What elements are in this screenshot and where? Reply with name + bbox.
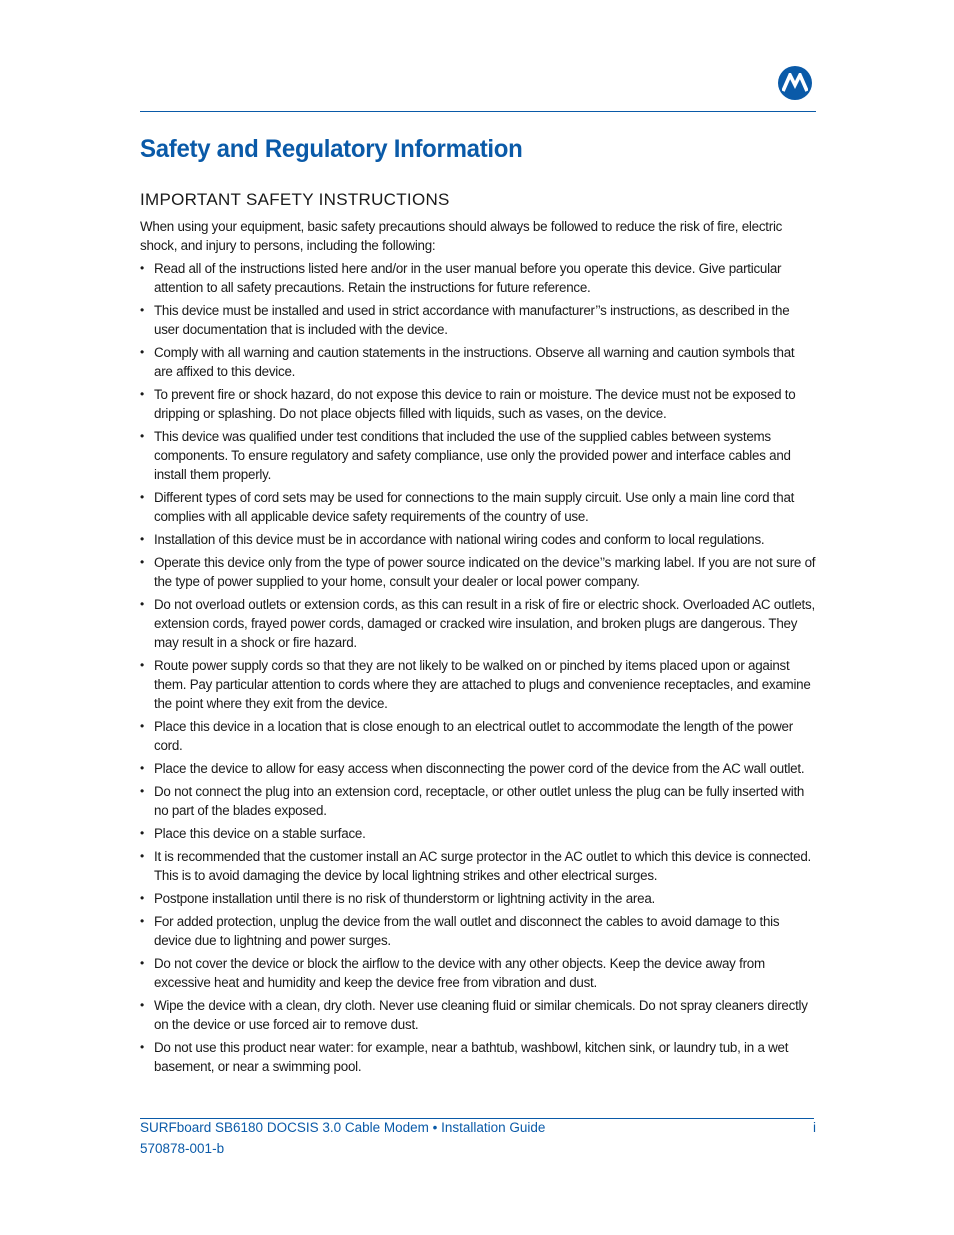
list-item: • Route power supply cords so that they are not likely to be walked on or pinched by items placed upon or against them. Pay particular attention to cords where they are attached to plugs and convenience receptacles, and examine the point where they exit from the device. bbox=[140, 656, 816, 713]
list-item: • Place this device on a stable surface. bbox=[140, 824, 816, 843]
document-number: 570878-001-b bbox=[140, 1141, 225, 1156]
intro-paragraph: When using your equipment, basic safety precautions should always be followed to reduce the risk of fire, electric shock, and injury to persons, including the following: bbox=[140, 219, 783, 253]
list-item: • Do not connect the plug into an extension cord, receptacle, or other outlet unless the plug can be fully inserted with no part of the blades exposed. bbox=[140, 782, 816, 820]
header-rule bbox=[140, 111, 816, 112]
list-item: • Place the device to allow for easy access when disconnecting the power cord of the device from the AC wall outlet. bbox=[140, 759, 816, 778]
section-heading: IMPORTANT SAFETY INSTRUCTIONS bbox=[140, 190, 450, 209]
page-number: i bbox=[813, 1120, 816, 1135]
list-item: • Place this device in a location that is close enough to an electrical outlet to accommodate the length of the power cord. bbox=[140, 717, 816, 755]
list-item: • For added protection, unplug the device from the wall outlet and disconnect the cables to avoid damage to this device due to lightning and power surges. bbox=[140, 912, 816, 950]
list-item: • This device was qualified under test conditions that included the use of the supplied cables between systems components. To ensure regulatory and safety compliance, use only the provided power and interface cables and install them properly. bbox=[140, 427, 816, 484]
list-item: • To prevent fire or shock hazard, do not expose this device to rain or moisture. The device must not be exposed to dripping or splashing. Do not place objects filled with liquids, such as vases, on the device. bbox=[140, 385, 816, 423]
list-item: • Read all of the instructions listed here and/or in the user manual before you operate this device. Give particular attention to all safety precautions. Retain the instructions for future reference. bbox=[140, 259, 816, 297]
list-item: • Operate this device only from the type of power source indicated on the device’’s marking label. If you are not sure of the type of power supplied to your home, consult your dealer or local power company. bbox=[140, 553, 816, 591]
list-item: • Do not use this product near water: for example, near a bathtub, washbowl, kitchen sink, or laundry tub, in a wet basement, or near a swimming pool. bbox=[140, 1038, 816, 1076]
list-item: • This device must be installed and used in strict accordance with manufacturer’’s instructions, as described in the user documentation that is included with the device. bbox=[140, 301, 816, 339]
list-item: • Wipe the device with a clean, dry cloth. Never use cleaning fluid or similar chemicals. Do not spray cleaners directly on the device or use forced air to remove dust. bbox=[140, 996, 816, 1034]
list-item: • Different types of cord sets may be used for connections to the main supply circuit. Use only a main line cord that complies with all applicable device safety requirements of the country of use. bbox=[140, 488, 816, 526]
list-item: • Do not overload outlets or extension cords, as this can result in a risk of fire or electric shock. Overloaded AC outlets, extension cords, frayed power cords, damaged or cracked wire insulation, and broken plugs are dangerous. They may result in a shock or fire hazard. bbox=[140, 595, 816, 652]
motorola-logo-icon bbox=[778, 66, 812, 100]
list-item: • Do not cover the device or block the airflow to the device with any other objects. Keep the device away from excessive heat and humidity and keep the device free from vibration and dust. bbox=[140, 954, 816, 992]
footer-rule bbox=[140, 1118, 814, 1119]
page-title: Safety and Regulatory Information bbox=[140, 135, 523, 163]
safety-instructions-list bbox=[140, 259, 816, 1076]
list-item: • Comply with all warning and caution statements in the instructions. Observe all warning and caution symbols that are affixed to this device. bbox=[140, 343, 816, 381]
list-item: • It is recommended that the customer install an AC surge protector in the AC outlet to which this device is connected. This is to avoid damaging the device by local lightning strikes and other electrical surges. bbox=[140, 847, 816, 885]
list-item: • Postpone installation until there is no risk of thunderstorm or lightning activity in the area. bbox=[140, 889, 816, 908]
list-item: • Installation of this device must be in accordance with national wiring codes and conform to local regulations. bbox=[140, 530, 816, 549]
section-content bbox=[140, 217, 816, 1080]
footer-title: SURFboard SB6180 DOCSIS 3.0 Cable Modem • Installation Guide bbox=[140, 1120, 546, 1135]
